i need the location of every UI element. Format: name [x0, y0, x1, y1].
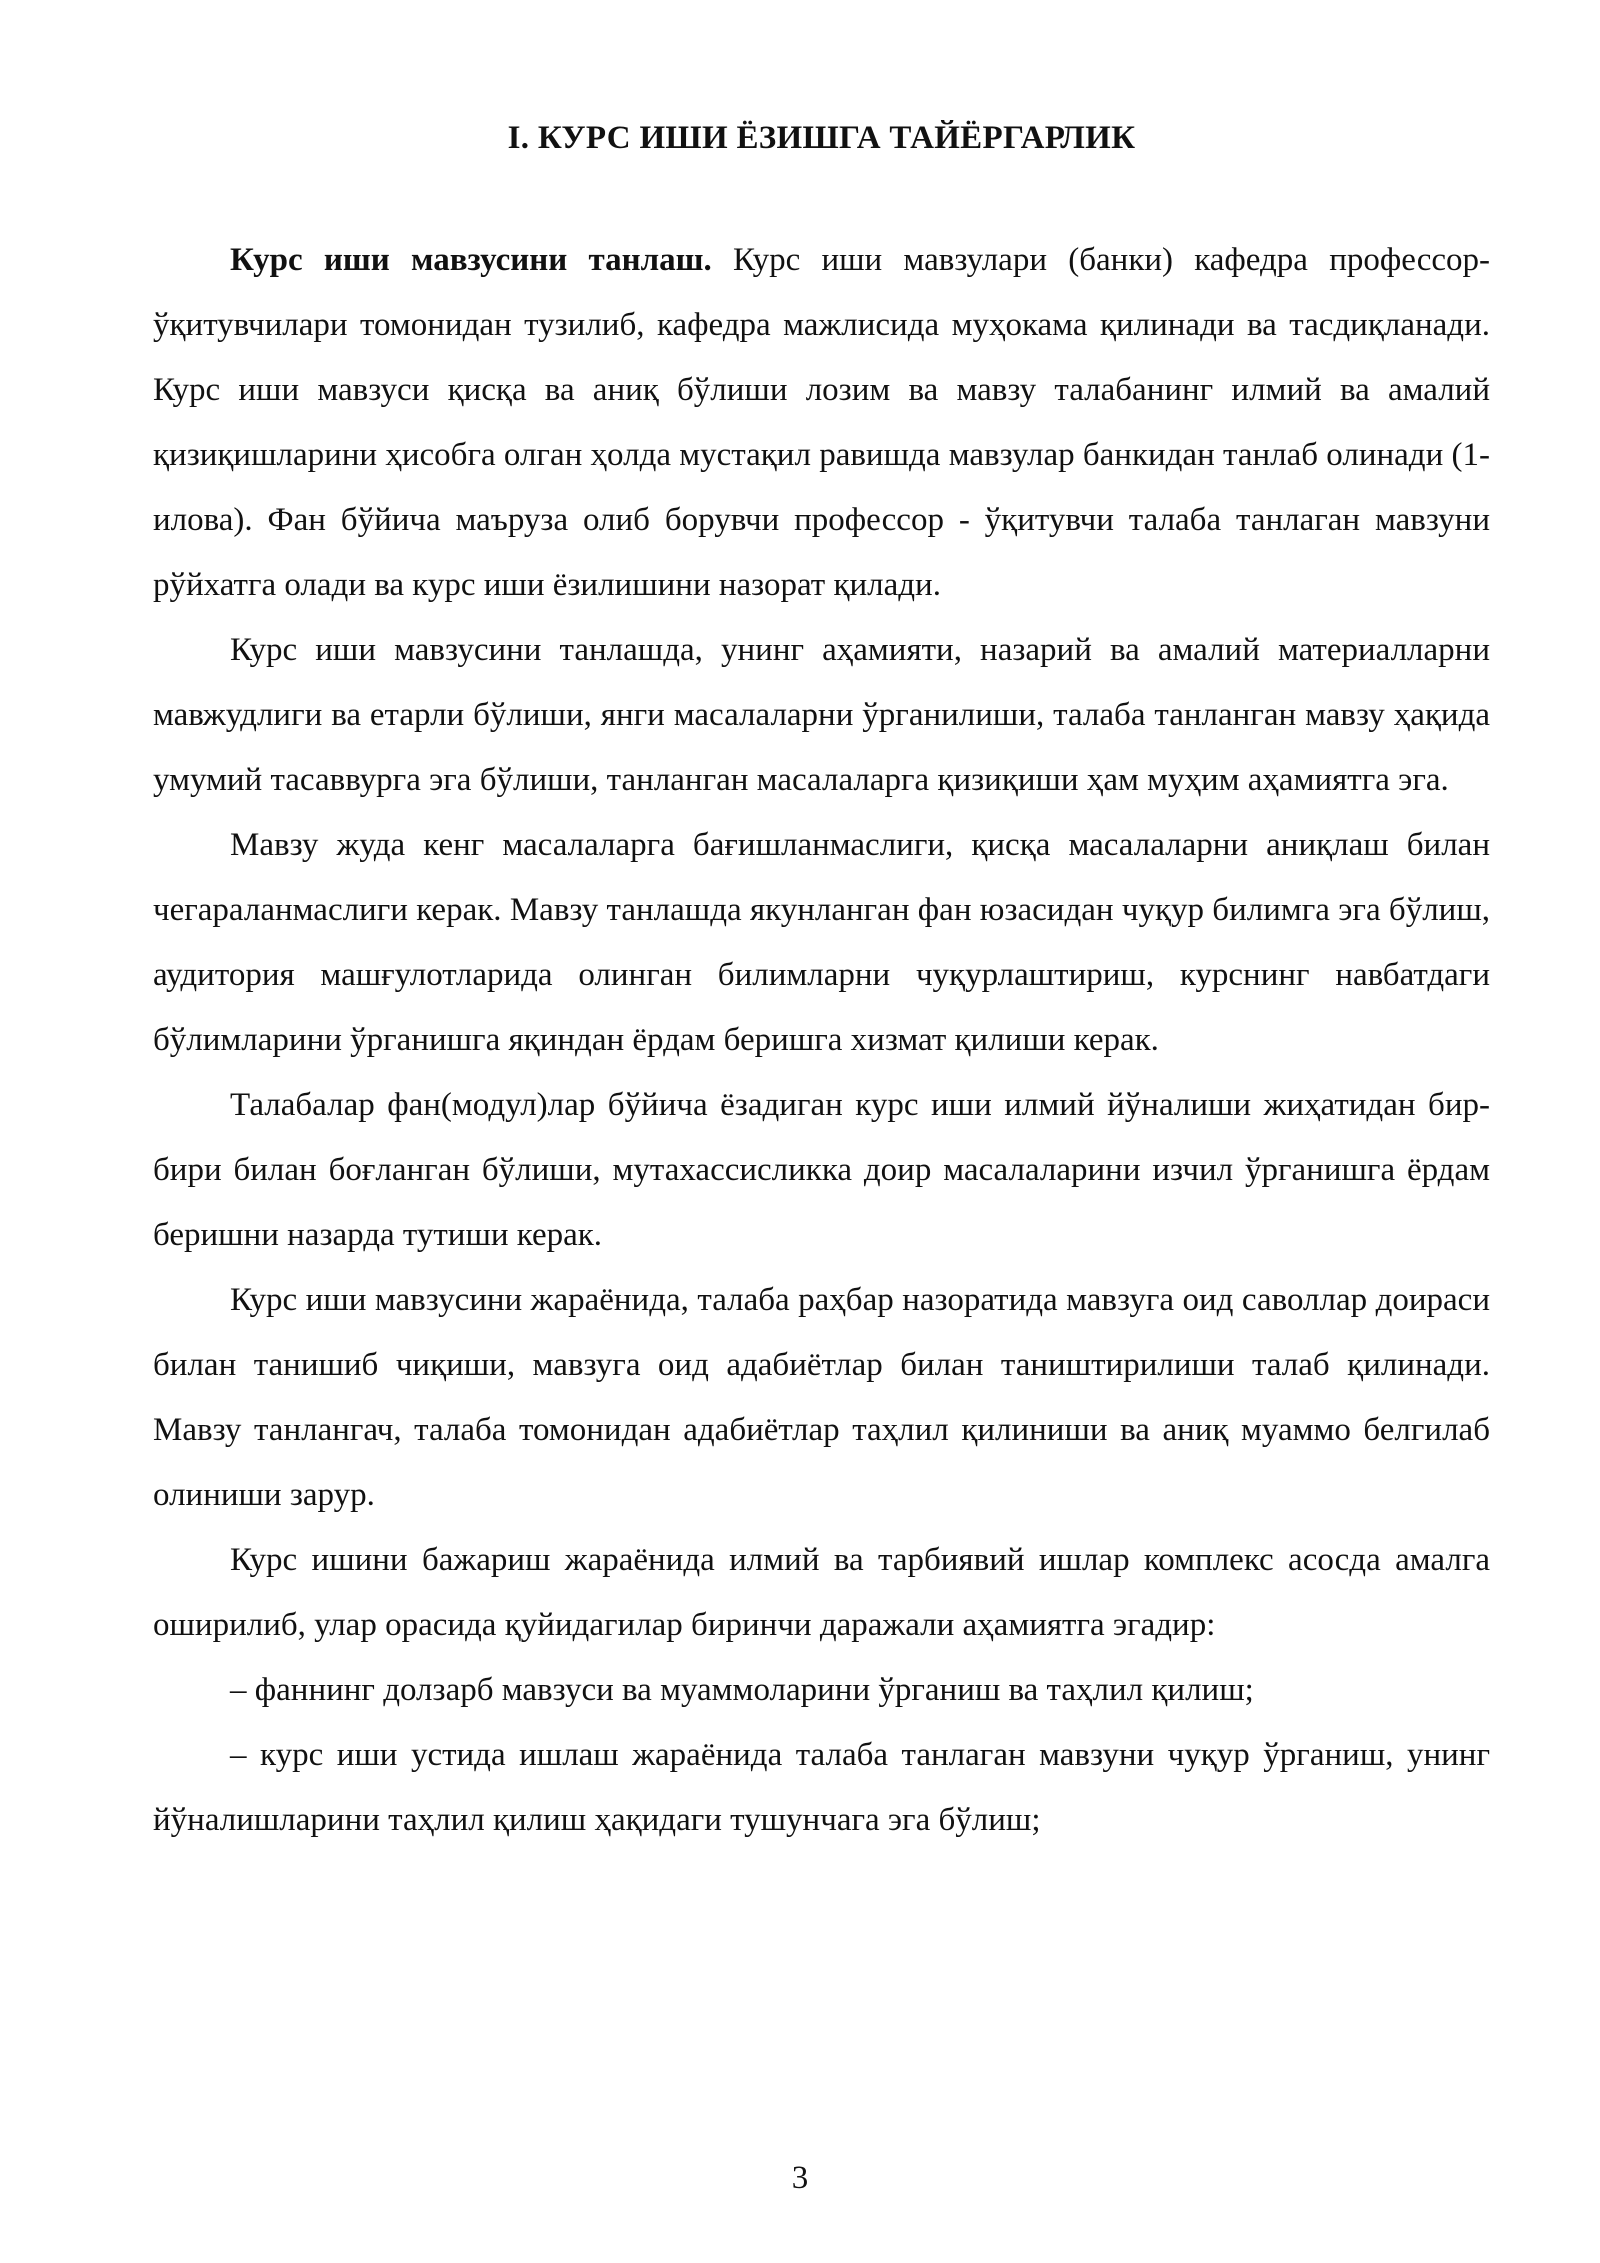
page-number: 3 — [791, 2160, 809, 2196]
document-page — [153, 118, 1490, 1853]
paragraph-lead: Курс иши мавзусини танлаш. — [230, 242, 712, 278]
paragraph: Курс иши мавзусини жараёнида, талаба раҳбар назоратида мавзуга оид саволлар доираси билан танишиб чиқиши, мавзуга оид адабиётлар билан таништирилиши талаб қилинади. Мавзу танлангач, талаба томонидан адабиётлар таҳлил қилиниши ва аниқ муаммо белгилаб олиниши зарур. — [153, 1282, 1490, 1513]
paragraph-text: Курс иши мавзулари (банки) кафедра профессор-ўқитувчилари томонидан тузилиб, кафедра мажлисида муҳокама қилинади ва тасдиқланади. Курс иши мавзуси қисқа ва аниқ бўлиши лозим ва мавзу талабанинг илмий ва амалий қизиқишларини ҳисобга олган ҳолда мустақил равишда мавзулар банкидан танлаб олинади (1-илова). Фан бўйича маъруза олиб борувчи профессор - ўқитувчи талаба танлаган мавзуни рўйхатга олади ва курс иши ёзилишини назорат қилади. — [153, 242, 1490, 603]
paragraph: Талабалар фан(модул)лар бўйича ёзадиган курс иши илмий йўналиши жиҳатидан бир-бири билан боғланган бўлиши, мутахассисликка доир масалаларини изчил ўрганишга ёрдам беришни назарда тутиши керак. — [153, 1087, 1490, 1253]
list-item: – фаннинг долзарб мавзуси ва муаммоларини ўрганиш ва таҳлил қилиш; — [230, 1672, 1254, 1708]
section-heading: I. КУРС ИШИ ЁЗИШГА ТАЙЁРГАРЛИК — [507, 120, 1136, 156]
list-item: – курс иши устида ишлаш жараёнида талаба танлаган мавзуни чуқур ўрганиш, унинг йўналишларини таҳлил қилиш ҳақидаги тушунчага эга бўлиш; — [153, 1737, 1490, 1838]
paragraph: Курс иши мавзусини танлашда, унинг аҳамияти, назарий ва амалий материалларни мавжудлиги ва етарли бўлиши, янги масалаларни ўрганилиши, талаба танланган мавзу ҳақида умумий тасаввурга эга бўлиши, танланган масалаларга қизиқиши ҳам муҳим аҳамиятга эга. — [153, 632, 1490, 798]
paragraph: Курс ишини бажариш жараёнида илмий ва тарбиявий ишлар комплекс асосда амалга оширилиб, улар орасида қуйидагилар биринчи даражали аҳамиятга эгадир: — [153, 1542, 1490, 1643]
paragraph-topic-selection — [153, 228, 1490, 618]
paragraph: Мавзу жуда кенг масалаларга бағишланмаслиги, қисқа масалаларни аниқлаш билан чегараланмаслиги керак. Мавзу танлашда якунланган фан юзасидан чуқур билимга эга бўлиш, аудитория машғулотларида олинган билимларни чуқурлаштириш, курснинг навбатдаги бўлимларини ўрганишга яқиндан ёрдам беришга хизмат қилиши керак. — [153, 827, 1490, 1058]
